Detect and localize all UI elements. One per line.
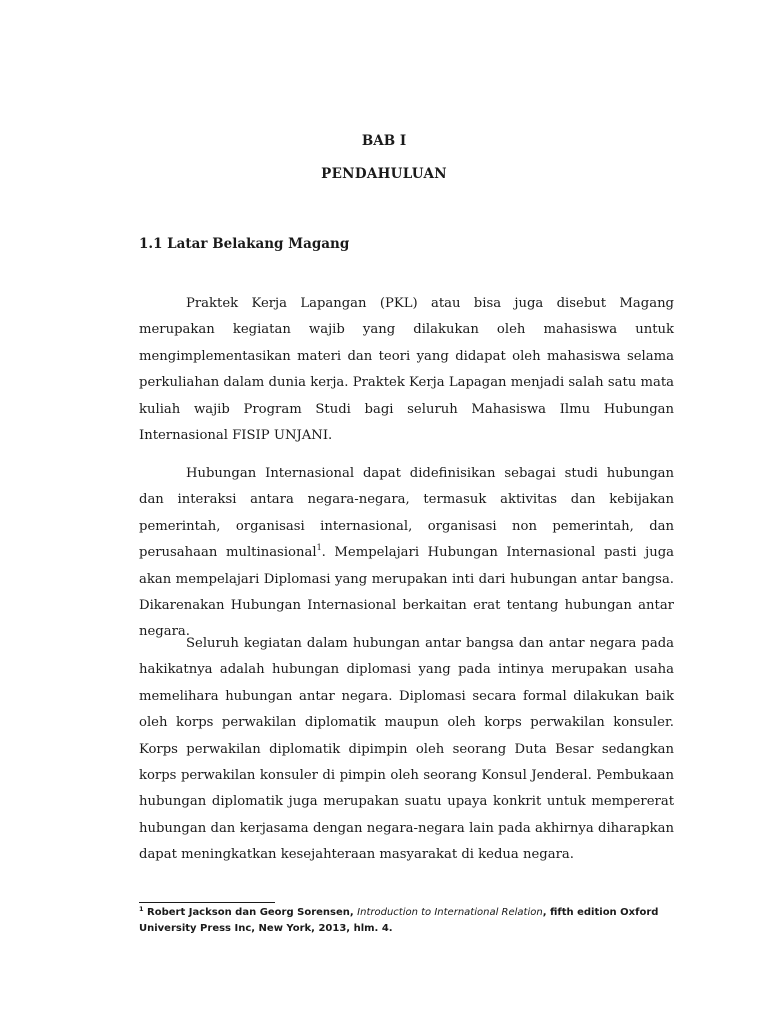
footnote-number: 1	[139, 905, 144, 913]
paragraph-2-text-after-ref: . Mempelajari Hubungan Internasional pasti juga akan mempelajari Diplomasi yang merupakan inti dari hubungan antar bangsa. Dikarenakan Hubungan Internasional berkaitan erat tentang hubungan antar negara.	[139, 545, 675, 640]
footnote-separator	[139, 902, 275, 903]
chapter-number: BAB I	[361, 133, 407, 149]
footnote-details: , fifth edition Oxford University Press Inc, New York, 2013, hlm. 4.	[139, 907, 659, 934]
paragraph-1-text: Praktek Kerja Lapangan (PKL) atau bisa juga disebut Magang merupakan kegiatan wajib yang dilakukan oleh mahasiswa untuk mengimplementasikan materi dan teori yang didapat oleh mahasiswa selama perkuliahan dalam dunia kerja. Praktek Kerja Lapagan menjadi salah satu mata kuliah wajib Program Studi bagi seluruh Mahasiswa Ilmu Hubungan Internasional FISIP UNJANI.	[139, 296, 674, 444]
footnote-authors: Robert Jackson dan Georg Sorensen,	[143, 907, 358, 918]
chapter-title: PENDAHULUAN	[321, 166, 447, 182]
footnote	[139, 905, 679, 936]
paragraph-2	[139, 461, 674, 646]
paragraph-2-text-before-ref: Hubungan Internasional dapat didefinisikan sebagai studi hubungan dan interaksi antara negara-negara, termasuk aktivitas dan kebijakan pemerintah, organisasi internasional, organisasi non pemerintah, dan perusahaan multinasional	[139, 466, 674, 561]
paragraph-1	[139, 291, 674, 449]
footnote-reference[interactable]: 1	[316, 543, 322, 553]
footnote-book-title: Introduction to International Relation	[357, 907, 543, 918]
section-heading: 1.1 Latar Belakang Magang	[139, 236, 350, 252]
paragraph-3	[139, 631, 674, 869]
paragraph-3-text: Seluruh kegiatan dalam hubungan antar bangsa dan antar negara pada hakikatnya adalah hubungan diplomasi yang pada intinya merupakan usaha memelihara hubungan antar negara. Diplomasi secara formal dilakukan baik oleh korps perwakilan diplomatik maupun oleh korps perwakilan konsuler. Korps perwakilan diplomatik dipimpin oleh seorang Duta Besar sedangkan korps perwakilan konsuler di pimpin oleh seorang Konsul Jenderal. Pembukaan hubungan diplomatik juga merupakan suatu upaya konkrit untuk mempererat hubungan dan kerjasama dengan negara-negara lain pada akhirnya diharapkan dapat meningkatkan kesejahteraan masyarakat di kedua negara.	[139, 636, 674, 863]
